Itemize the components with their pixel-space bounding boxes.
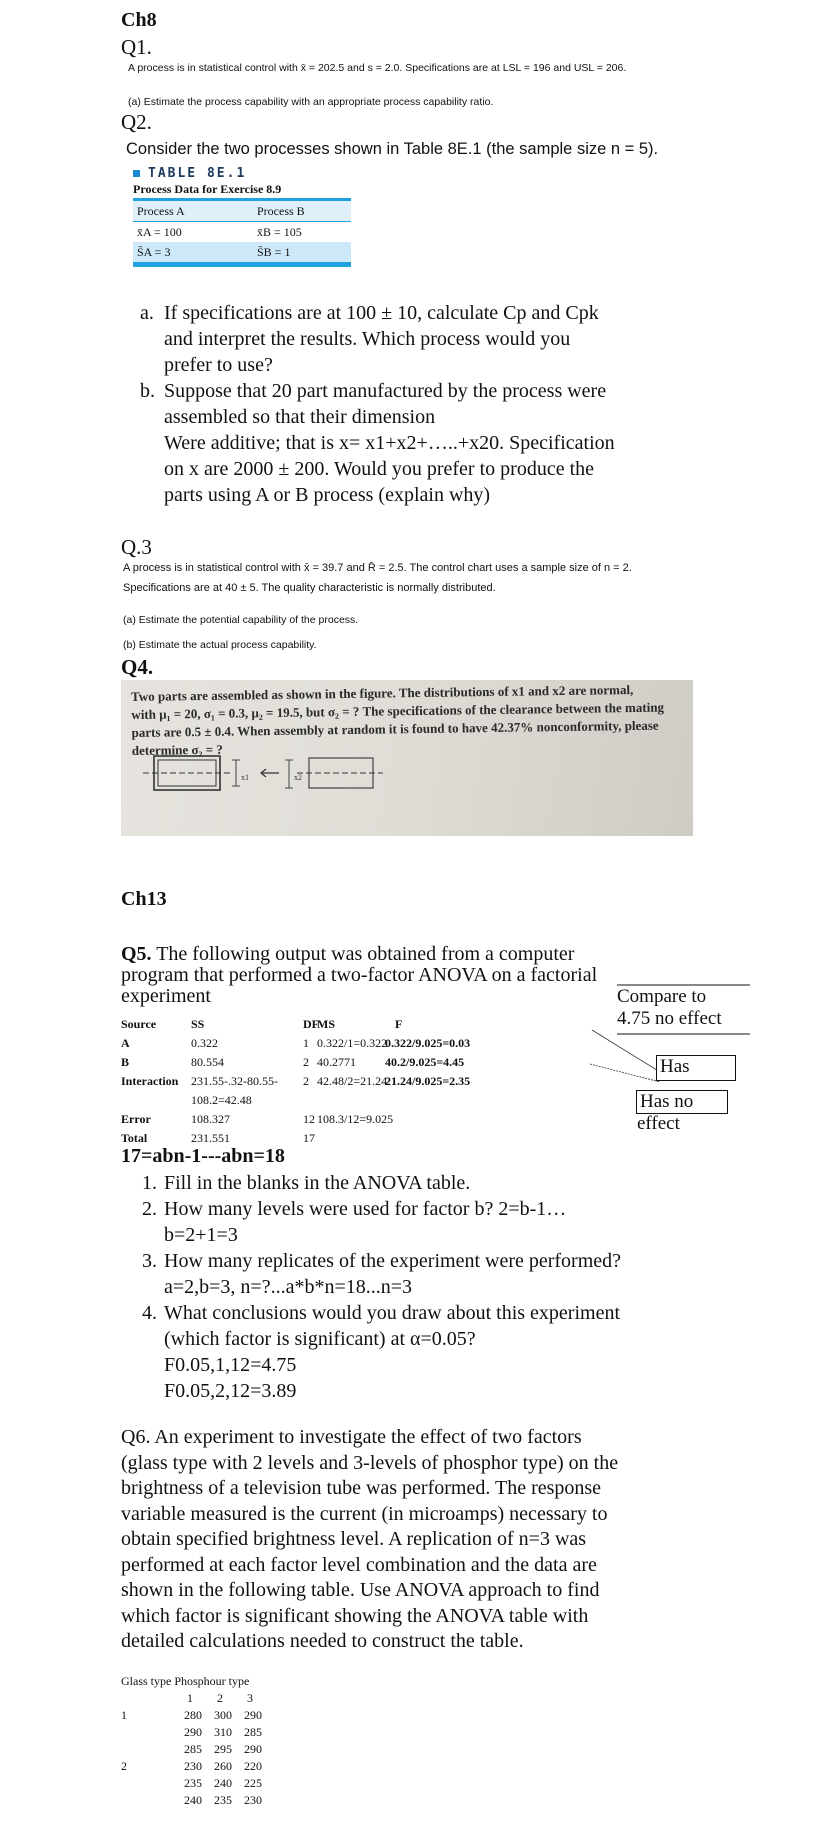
q5-intro-line: program that performed a two-factor ANOVA on a factorial [121,964,598,986]
table-row [121,1792,277,1809]
table-cell: 260 [214,1759,232,1773]
table-cell: 240 [184,1793,202,1807]
anova-cell-source: B [121,1055,130,1069]
q5-intro-line: The following output was obtained from a computer [151,943,575,965]
table-cell: 240 [214,1776,232,1790]
anova-cell-df: 2 [303,1055,309,1069]
note-line: Compare to [617,986,707,1007]
q2-label: Q2. [121,110,152,134]
note-has: Has [656,1055,736,1081]
list-line: and interpret the results. Which process would you [164,328,571,350]
table-cell: 290 [244,1708,262,1722]
table-cell: S̄B = 1 [257,244,291,259]
note-compare [617,986,722,1030]
table-cell: 290 [244,1742,262,1756]
phosphor-levels-row [121,1690,277,1707]
glass-phosphor-table [121,1673,277,1809]
q6-line: shown in the following table. Use ANOVA approach to find [121,1579,600,1601]
list-line: If specifications are at 100 ± 10, calculate Cp and Cpk [164,302,599,324]
table-row [121,1741,277,1758]
anova-cell-ss: 231.55-.32-80.55- [191,1074,278,1088]
table-cell: 300 [214,1708,232,1722]
anova-cell-ss: 80.554 [191,1055,224,1069]
q3-part-b: (b) Estimate the actual process capability. [123,639,317,651]
anova-cell-ss: 0.322 [191,1036,218,1050]
list-marker: 2. [142,1198,157,1220]
q5-intro-line: experiment [121,985,211,1007]
anova-cell-f: 40.2/9.025=4.45 [385,1055,465,1069]
anova-table [121,1015,535,1148]
q6-text [121,1425,618,1655]
glass-level: 2 [121,1759,127,1773]
q3-line-2: Specifications are at 40 ± 5. The quality characteristic is normally distributed. [123,582,496,594]
table-header-cell: Process B [257,203,305,218]
glass-type-header: Glass type [121,1674,172,1688]
anova-cell-ss: 108.2=42.48 [191,1093,252,1107]
phosphor-level: 1 [187,1691,193,1705]
q6-line: performed at each factor level combination and the data are [121,1553,597,1576]
list-line: assembled so that their dimension [164,406,436,428]
table-cell: 235 [184,1776,202,1790]
q3-label: Q.3 [121,535,152,559]
table-cell: 295 [214,1742,232,1756]
anova-header-cell: MS [317,1017,335,1031]
anova-cell-source: Interaction [121,1074,179,1088]
caption-square-icon [133,170,140,177]
list-marker: 1. [142,1172,157,1194]
table-cell: S̄A = 3 [137,244,171,259]
q3-line-1: A process is in statistical control with x̄ = 39.7 and R̄ = 2.5. The control chart uses a sample size of n = 2. [123,562,632,574]
table-cell: 220 [244,1759,262,1773]
q2-intro: Consider the two processes shown in Table 8E.1 (the sample size n = 5). [126,140,659,158]
table-cell: 285 [184,1742,202,1756]
table-cell: 230 [244,1793,262,1807]
q6-line: (glass type with 2 levels and 3-levels of phosphor type) on the [121,1451,619,1474]
photo-line: Two parts are assembled as shown in the figure. The distributions of x1 and x2 are normal, [131,681,634,704]
anova-row [121,1110,535,1129]
table-cell: 280 [184,1708,202,1722]
anova-header-cell: SS [191,1017,205,1031]
table-cell: 290 [184,1725,202,1739]
table-row [121,1775,277,1792]
list-line: How many levels were used for factor b? 2=b-1… [164,1198,567,1220]
anova-cell-source: Total [121,1131,148,1145]
q5-label: Q5. [121,943,152,965]
q6-line: detailed calculations needed to construct the table. [121,1630,524,1652]
photo-line: with μ₁ = 20, σ₁ = 0.3, μ₂ = 19.5, but σ₂ = ? The specifications of the clearance between the mating [131,699,665,722]
list-line: on x are 2000 ± 200. Would you prefer to produce the [164,458,594,480]
anova-cell-ms: 40.2771 [317,1055,356,1069]
list-marker: a. [140,302,154,324]
q6-line: brightness of a television tube was performed. The response [121,1477,602,1499]
list-line: prefer to use? [164,354,273,376]
q5-item [142,1248,621,1300]
anova-cell-ss: 231.551 [191,1131,230,1145]
anova-row-continuation [121,1091,535,1110]
q5-intro [121,941,597,1009]
table-cell: 235 [214,1793,232,1807]
phosphor-type-header: Phosphour type [174,1674,250,1688]
glass-table-header [121,1673,277,1690]
table-row [121,1724,277,1741]
table-header-row [133,201,351,222]
anova-cell-df: 12 [303,1112,315,1126]
phosphor-level: 2 [217,1691,223,1705]
q2-item-b [140,378,615,508]
q1-text: A process is in statistical control with x̄ = 202.5 and s = 2.0. Specifications are at LSL = 196 and USL = 206. [128,62,627,74]
anova-cell-df: 1 [303,1036,309,1050]
anova-row [121,1072,535,1091]
table-row [121,1758,277,1775]
list-line: a=2,b=3, n=?...a*b*n=18...n=3 [164,1276,413,1298]
anova-cell-ms: 0.322/1=0.322 [317,1036,388,1050]
list-line: b=2+1=3 [164,1224,238,1246]
table-header-cell: Process A [137,203,185,218]
anova-row [121,1034,535,1053]
q4-label: Q4. [121,655,154,679]
q4-photo [121,680,693,836]
anova-cell-f: 21.24/9.025=2.35 [385,1074,471,1088]
list-line: Suppose that 20 part manufactured by the process were [164,380,607,402]
list-marker: b. [140,380,155,402]
anova-cell-ms: 42.48/2=21.24 [317,1074,388,1088]
anova-row [121,1053,535,1072]
anova-cell-ss: 108.327 [191,1112,230,1126]
photo-line: parts are 0.5 ± 0.4. When assembly at random it is found to have 42.37% nonconformity, please [131,717,659,740]
q6-line: variable measured is the current (in microamps) necessary to [121,1502,608,1525]
glass-level: 1 [121,1708,127,1722]
x2-label: x2 [294,773,302,782]
table-row [121,1707,277,1724]
anova-cell-f: 0.322/9.025=0.03 [385,1036,471,1050]
list-line: (which factor is significant) at α=0.05? [164,1328,476,1350]
list-line: F0.05,1,12=4.75 [164,1354,297,1376]
list-line: Were additive; that is x= x1+x2+…..+x20. Specification [164,432,615,454]
q5-item [142,1170,621,1196]
table-cell: 285 [244,1725,262,1739]
note-has-no: Has no [636,1090,728,1114]
table-8e1-caption: TABLE 8E.1 [133,164,246,182]
q6-line: Q6. An experiment to investigate the effect of two factors [121,1426,582,1448]
q1-part-a: (a) Estimate the process capability with an appropriate process capability ratio. [128,96,494,108]
q2-item-a [140,300,599,378]
chapter-13-heading: Ch13 [121,888,167,910]
note-line: 4.75 no effect [617,1008,722,1029]
table-row [133,222,351,242]
q5-formula: 17=abn-1---abn=18 [121,1145,285,1167]
anova-header-cell: DF [303,1017,319,1031]
photo-line: determine σ₂ = ? [131,741,223,758]
phosphor-level: 3 [247,1691,253,1705]
anova-header-cell: Source [121,1017,157,1031]
chapter-8-heading: Ch8 [121,9,157,31]
list-marker: 3. [142,1250,157,1272]
anova-cell-df: 2 [303,1074,309,1088]
list-line: Fill in the blanks in the ANOVA table. [164,1172,471,1194]
anova-cell-ms: 108.3/12=9.025 [317,1112,394,1126]
anova-header-row [121,1015,535,1034]
table-row [133,242,351,262]
anova-cell-source: Error [121,1112,151,1126]
anova-cell-df: 17 [303,1131,315,1145]
q5-list [142,1170,621,1404]
x1-label: x1 [241,773,249,782]
q6-line: obtain specified brightness level. A replication of n=3 was [121,1528,587,1550]
anova-cell-source: A [121,1036,130,1050]
list-line: F0.05,2,12=3.89 [164,1380,297,1402]
assembly-figure [121,680,693,836]
table-cell: 230 [184,1759,202,1773]
q6-line: which factor is significant showing the ANOVA table with [121,1604,589,1627]
q1-label: Q1. [121,35,152,59]
list-marker: 4. [142,1302,157,1324]
anova-header-cell: F [395,1017,403,1031]
table-8e1-subtitle: Process Data for Exercise 8.9 [133,182,282,196]
list-line: How many replicates of the experiment were performed? [164,1250,622,1272]
table-cell: x̄B = 105 [257,224,302,239]
q5-item [142,1300,621,1404]
table-8e1 [133,198,351,267]
table-cell: 225 [244,1776,262,1790]
table-cell: 310 [214,1725,232,1739]
note-effect: effect [637,1113,680,1134]
q5-item [142,1196,621,1248]
table-cell: x̄A = 100 [137,224,182,239]
list-line: parts using A or B process (explain why) [164,484,491,506]
q3-part-a: (a) Estimate the potential capability of the process. [123,614,359,626]
list-line: What conclusions would you draw about this experiment [164,1302,621,1324]
